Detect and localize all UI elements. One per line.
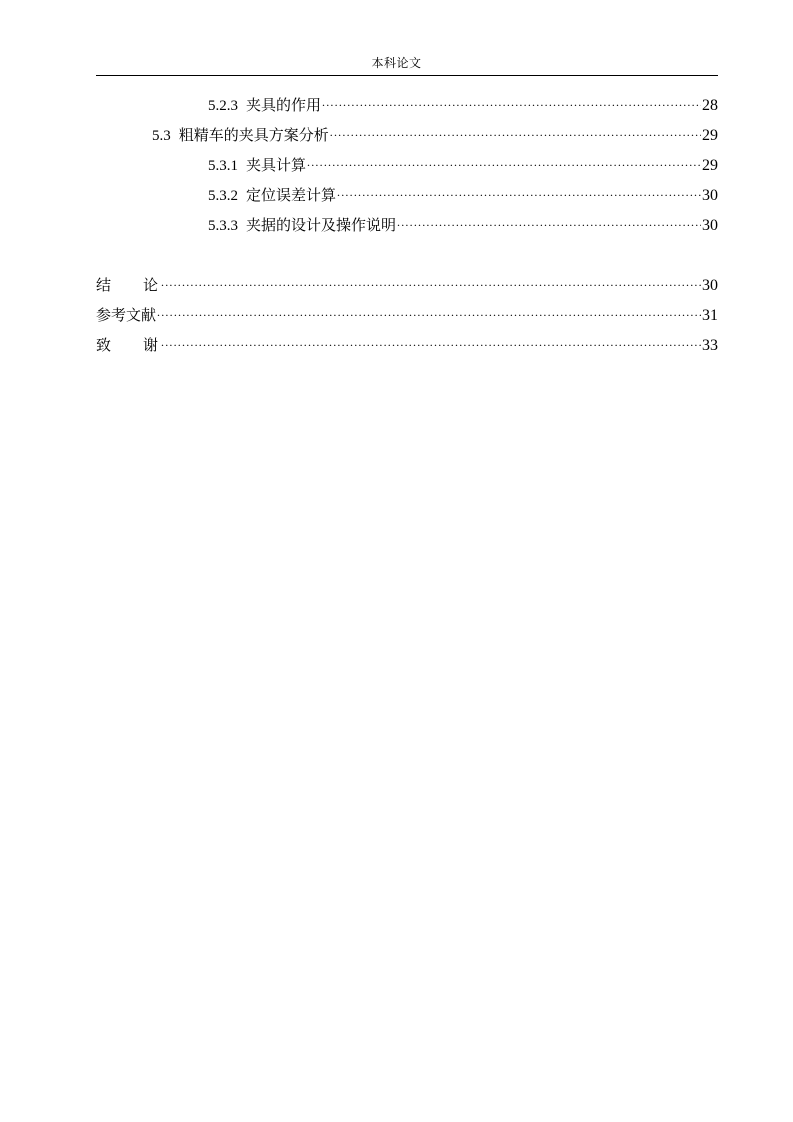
toc-entry-title: 粗精车的夹具方案分析 — [178, 126, 329, 144]
toc-page-number: 33 — [702, 337, 718, 354]
toc-dot-leader — [161, 266, 701, 297]
toc-entry-title: 夹具计算 — [246, 156, 307, 174]
toc-entry-title: 参考文献 — [96, 306, 157, 324]
toc-page-number: 30 — [702, 187, 718, 204]
toc-entry-number: 5.2.3 — [208, 98, 238, 114]
toc-page-number: 31 — [702, 307, 718, 324]
toc-page-number: 28 — [702, 97, 718, 114]
toc-page-number: 29 — [702, 127, 718, 144]
toc-dot-leader — [322, 86, 701, 117]
toc-entry-label — [208, 90, 321, 121]
toc-entry-title: 夹据的设计及操作说明 — [246, 216, 397, 234]
toc-entry-label — [208, 210, 396, 241]
toc-page-number: 29 — [702, 157, 718, 174]
toc-dot-leader — [337, 176, 701, 207]
running-header-title: 本科论文 — [371, 56, 422, 70]
toc-entry-acknowledgements[interactable] — [96, 330, 718, 360]
toc-entry-5-3-3[interactable] — [96, 210, 718, 240]
toc-entry-title: 致谢 — [96, 336, 160, 354]
toc-dot-leader — [157, 296, 701, 327]
toc-entry-label — [208, 150, 306, 181]
toc-entry-label — [152, 120, 329, 151]
toc-dot-leader — [330, 116, 701, 147]
toc-page-number: 30 — [702, 277, 718, 294]
toc-entry-number: 5.3 — [152, 128, 171, 144]
toc-entry-title: 结论 — [96, 276, 160, 294]
toc-dot-leader — [397, 206, 701, 237]
toc-entry-title: 夹具的作用 — [246, 96, 322, 114]
toc-page-number: 30 — [702, 217, 718, 234]
header-rule — [96, 75, 718, 76]
toc-entry-number: 5.3.2 — [208, 188, 238, 204]
toc-entry-label — [96, 330, 160, 360]
toc-entry-title: 定位误差计算 — [246, 186, 337, 204]
toc-dot-leader — [307, 146, 701, 177]
toc-entry-label — [96, 300, 156, 330]
toc-dot-leader — [161, 326, 701, 357]
toc-entry-number: 5.3.1 — [208, 158, 238, 174]
toc-entry-number: 5.3.3 — [208, 218, 238, 234]
toc-entry-label — [208, 180, 336, 211]
toc-entry-label — [96, 270, 160, 300]
